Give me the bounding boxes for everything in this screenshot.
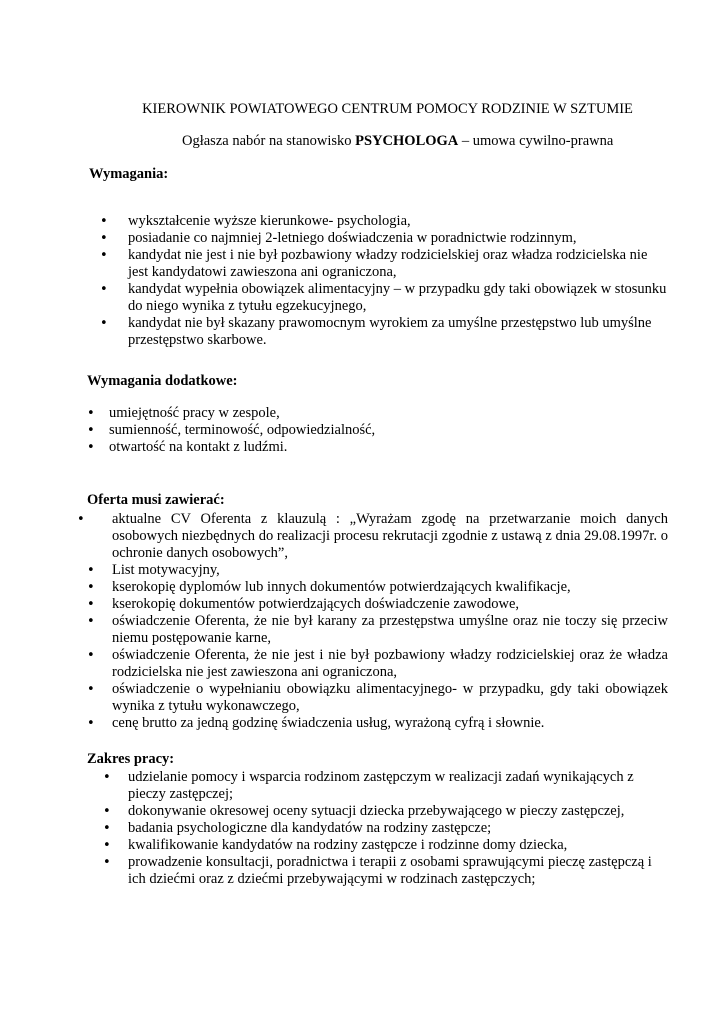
- list-item: • badania psychologiczne dla kandydatów na rodziny zastępcze;: [103, 820, 668, 837]
- list-item: • posiadanie co najmniej 2-letniego doświadczenia w poradnictwie rodzinnym,: [98, 230, 668, 247]
- list-item: • kserokopię dokumentów potwierdzających doświadczenie zawodowe,: [87, 596, 668, 613]
- list-item: • dokonywanie okresowej oceny sytuacji dziecka przebywającego w pieczy zastępczej,: [103, 803, 668, 820]
- document-subtitle: [182, 133, 613, 150]
- scope-list: [103, 769, 668, 888]
- offer-heading: Oferta musi zawierać:: [87, 492, 225, 508]
- subtitle-suffix: – umowa cywilno-prawna: [458, 133, 614, 149]
- list-item: • List motywacyjny,: [87, 562, 668, 579]
- document-title: KIEROWNIK POWIATOWEGO CENTRUM POMOCY RODZINIE W SZTUMIE: [142, 101, 633, 117]
- list-item: • cenę brutto za jedną godzinę świadczenia usług, wyrażoną cyfrą i słownie.: [87, 715, 668, 732]
- list-item: • udzielanie pomocy i wsparcia rodzinom zastępczym w realizacji zadań wynikających z pieczy zastępczej;: [103, 769, 668, 803]
- list-item: • otwartość na kontakt z ludźmi.: [87, 439, 667, 456]
- position-name: PSYCHOLOGA: [355, 133, 459, 149]
- list-item: • prowadzenie konsultacji, poradnictwa i terapii z osobami sprawującymi pieczę zastępczą i ich dziećmi oraz z dziećmi przebywającymi w rodzinach zastępczych;: [103, 854, 668, 888]
- scope-heading: Zakres pracy:: [87, 751, 175, 767]
- requirements-list: [98, 213, 668, 349]
- list-item: • aktualne CV Oferenta z klauzulą : „Wyrażam zgodę na przetwarzanie moich danych osobowych niezbędnych do realizacji procesu rekrutacji zgodnie z ustawą z dnia 29.08.1997r. o ochronie danych osobowych”,: [87, 511, 668, 562]
- list-item: • oświadczenie Oferenta, że nie jest i nie był pozbawiony władzy rodzicielskiej oraz że władza rodzicielska nie jest zawieszona ani ograniczona,: [87, 647, 668, 681]
- list-item: • oświadczenie Oferenta, że nie był karany za przestępstwa umyślne oraz nie toczy się przeciw niemu postępowanie karne,: [87, 613, 668, 647]
- list-item: • umiejętność pracy w zespole,: [87, 405, 667, 422]
- requirements-heading: Wymagania:: [89, 166, 169, 182]
- list-item: • oświadczenie o wypełnianiu obowiązku alimentacyjnego- w przypadku, gdy taki obowiązek wynika z tytułu wykonawczego,: [87, 681, 668, 715]
- list-item: • sumienność, terminowość, odpowiedzialność,: [87, 422, 667, 439]
- additional-heading: Wymagania dodatkowe:: [87, 373, 238, 389]
- subtitle-prefix: Ogłasza nabór na stanowisko: [182, 133, 356, 149]
- list-item: • kwalifikowanie kandydatów na rodziny zastępcze i rodzinne domy dziecka,: [103, 837, 668, 854]
- list-item: • kandydat nie był skazany prawomocnym wyrokiem za umyślne przestępstwo lub umyślne przestępstwo skarbowe.: [98, 315, 668, 349]
- list-item: • wykształcenie wyższe kierunkowe- psychologia,: [98, 213, 668, 230]
- list-item: • kandydat wypełnia obowiązek alimentacyjny – w przypadku gdy taki obowiązek w stosunku do niego wynika z tytułu egzekucyjnego,: [98, 281, 668, 315]
- additional-list: [87, 405, 667, 456]
- list-item: • kserokopię dyplomów lub innych dokumentów potwierdzających kwalifikacje,: [87, 579, 668, 596]
- offer-list: [87, 511, 668, 732]
- list-item: • kandydat nie jest i nie był pozbawiony władzy rodzicielskiej oraz władza rodzicielska nie jest kandydatowi zawieszona ani ograniczona,: [98, 247, 668, 281]
